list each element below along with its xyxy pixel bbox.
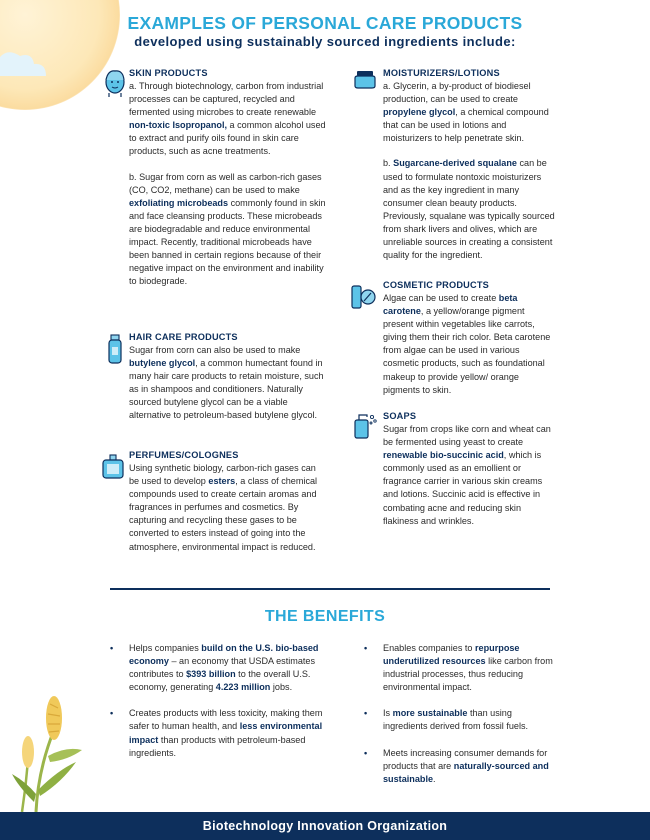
hair-care-title: HAIR CARE PRODUCTS <box>129 332 238 342</box>
perfumes-para: Using synthetic biology, carbon-rich gases can be used to develop esters, a class of chemical compounds used to create certain aromas and fragrances in perfumes and cosmetics. By capturing and recycling these gases to be converted to esters instead of going into the atmosphere, environmental impact is reduced. <box>129 463 318 552</box>
moisturizers-para-a: a. Glycerin, a by-product of biodiesel production, can be used to create propylene glycol, a chemical compound that can be used in lotions and moisturizers to help penetrate skin. <box>383 81 549 144</box>
cosmetic-para: Algae can be used to create beta carotene, a yellow/orange pigment present within vegetables like carrots, giving them their rich color. Beta carotene from algae can be used in various cosmetic products, such as foundational makeup to provide yellow/ orange pigments to skin. <box>383 293 551 395</box>
benefit-item: • Is more sustainable than using ingredients derived from fossil fuels. <box>364 708 529 732</box>
skin-products-para-a: a. Through biotechnology, carbon from industrial processes can be captured, recycled and fermented using microbes to create renewable non-toxic Isopropanol, a common alcohol used to extract and purify oils found in skin care products, such as acne treatments. <box>129 81 326 157</box>
benefit-item: • Meets increasing consumer demands for products that are naturally-sourced and sustainable. <box>364 747 549 784</box>
benefit-item: • Enables companies to repurpose underutilized resources like carbon from industrial processes, thus reducing environmental impact. <box>364 643 553 693</box>
benefit-item: • Creates products with less toxicity, making them safer to human health, and less environmental impact than products with petroleum-based ingredients. <box>110 708 323 758</box>
skin-products-title: SKIN PRODUCTS <box>129 68 208 78</box>
wheat-plant-icon <box>8 690 88 812</box>
soap-dispenser-icon <box>352 410 378 440</box>
moisturizers-title: MOISTURIZERS/LOTIONS <box>383 68 500 78</box>
footer-bar <box>0 812 650 840</box>
soaps-title: SOAPS <box>383 411 417 421</box>
perfumes-title: PERFUMES/COLOGNES <box>129 450 239 460</box>
bottle-icon <box>102 334 128 364</box>
soaps-section <box>383 411 555 528</box>
bullet-icon: • <box>110 643 114 653</box>
perfume-icon <box>100 452 126 482</box>
cosmetic-title: COSMETIC PRODUCTS <box>383 280 489 290</box>
bullet-icon: • <box>110 708 114 719</box>
skin-products-para-b: b. Sugar from corn as well as carbon-rich gases (CO, CO2, methane) can be used to make exfoliating microbeads commonly found in skin and face cleansing products. These microbeads are biodegradable and reduce environmental impact. Recently, traditional microbeads have been banned in certain regions because of their negative impact on the environment and inability to biodegrade. <box>129 171 326 287</box>
cloud-icon <box>0 48 60 78</box>
soaps-para: Sugar from crops like corn and wheat can be fermented using yeast to create renewable bio-succinic acid, which is commonly used as an emollient or fragrance carrier in various skin creams and lotions. Succinic acid is effective in combating acne and reducing skin flakiness and wrinkles. <box>383 424 551 526</box>
lotion-jar-icon <box>352 66 378 96</box>
benefits-title: THE BENEFITS <box>264 608 386 625</box>
makeup-icon <box>350 282 376 312</box>
bullet-icon: • <box>364 747 368 758</box>
hair-care-para: Sugar from corn can also be used to make butylene glycol, a common humectant found in many hair care products to retain moisture, such as in shampoos and conditioners. Naturally sourced butylene glycol can be a viable alternative to petroleum-based butylene glycol. <box>129 345 324 421</box>
hair-care-section <box>129 332 327 423</box>
perfumes-section <box>129 450 327 554</box>
face-icon <box>102 68 128 98</box>
skin-products-section <box>129 68 327 288</box>
page-title: EXAMPLES OF PERSONAL CARE PRODUCTS <box>127 13 523 33</box>
bullet-icon: • <box>364 643 368 653</box>
section-divider <box>110 588 550 590</box>
bullet-icon: • <box>364 708 368 719</box>
page-subtitle: developed using sustainably sourced ingredients include: <box>134 34 516 49</box>
moisturizers-section <box>383 68 555 262</box>
benefits-list-right <box>364 642 558 799</box>
benefit-item: • Helps companies build on the U.S. bio-based economy – an economy that USDA estimates contributes to $393 billion to the overall U.S. economy, generating 4.223 million jobs. <box>110 643 319 693</box>
cosmetic-section <box>383 280 555 397</box>
footer-org-name: Biotechnology Innovation Organization <box>202 819 448 833</box>
moisturizers-para-b: b. Sugarcane-derived squalane can be used to formulate nontoxic moisturizers and as the key ingredient in many consumer clean beauty products. Previously, squalane was typically sourced from shark livers and olives, which are unreliable sources in creating a consistent quality for the ingredient. <box>383 158 555 261</box>
benefits-list-left <box>110 642 334 773</box>
